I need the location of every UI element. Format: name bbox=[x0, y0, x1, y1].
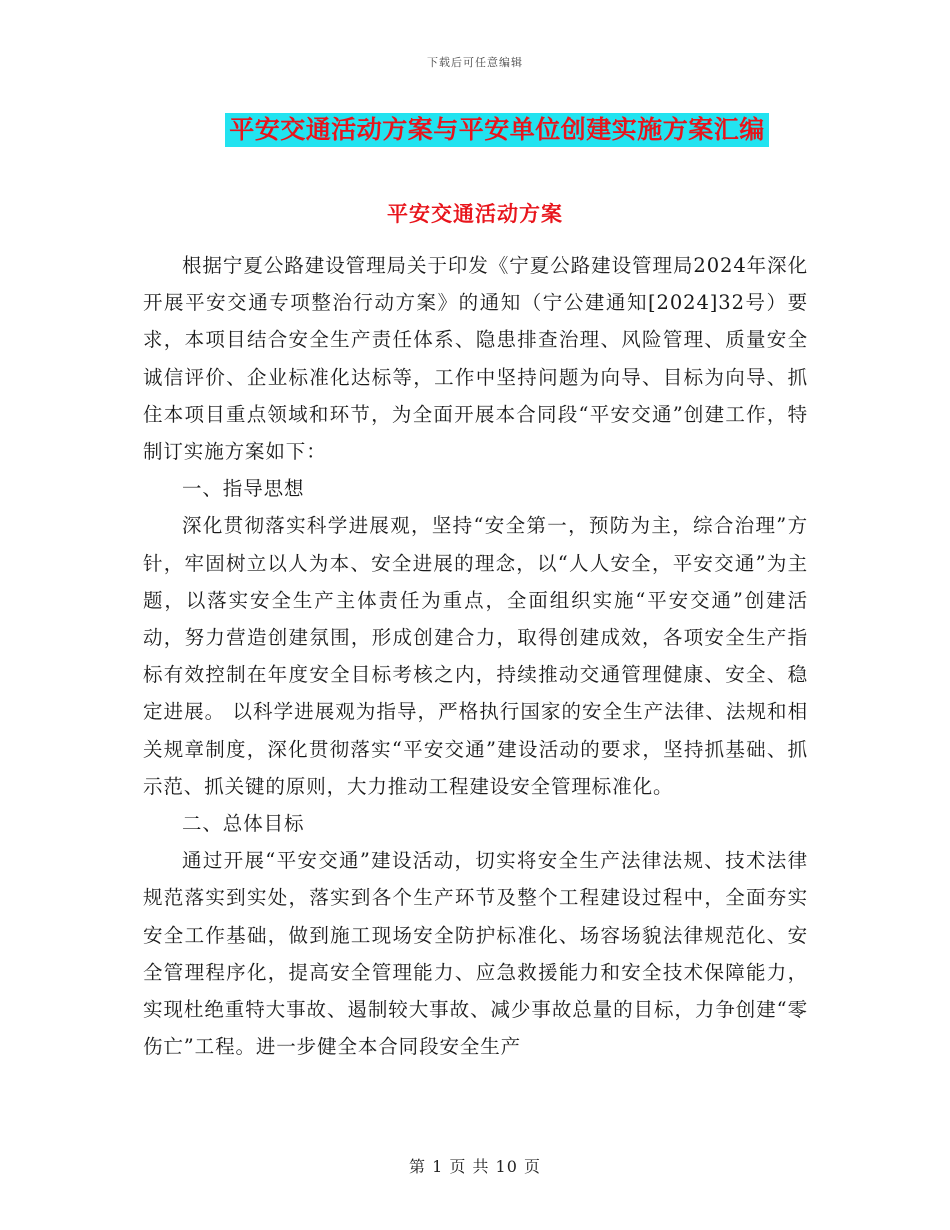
paragraph-overall-goal: 通过开展“平安交通”建设活动，切实将安全生产法律法规、技术法律规范落实到实处，落实到各个生产环节及整个工程建设过程中，全面夯实安全工作基础，做到施工现场安全防护标准化、场容场貌法律规范化、安全管理程序化，提高安全管理能力、应急救援能力和安全技术保障能力，实现杜绝重特大事故、遏制较大事故、减少事故总量的目标，力争创建“零伤亡”工程。进一步健全本合同段安全生产 bbox=[143, 849, 808, 1059]
paragraph-intro: 根据宁夏公路建设管理局关于印发《宁夏公路建设管理局2024年深化开展平安交通专项整治行动方案》的通知（宁公建通知[2024]32号）要求，本项目结合安全生产责任体系、隐患排查治理、风险管理、质量安全诚信评价、企业标准化达标等，工作中坚持问题为向导、目标为向导、抓住本项目重点领域和环节，为全面开展本合同段“平安交通”创建工作，特制订实施方案如下： bbox=[143, 254, 808, 464]
section-title: 平安交通活动方案 bbox=[387, 201, 563, 226]
heading-guiding-ideology: 一、指导思想 bbox=[182, 477, 305, 501]
paragraph-guiding-ideology: 深化贯彻落实科学进展观，坚持“安全第一，预防为主，综合治理”方针，牢固树立以人为本、安全进展的理念，以“人人安全，平安交通”为主题，以落实安全生产主体责任为重点，全面组织实施“平安交通”创建活动，努力营造创建氛围，形成创建合力，取得创建成效，各项安全生产指标有效控制在年度安全目标考核之内，持续推动交通管理健康、安全、稳定进展。 以科学进展观为指导，严格执行国家的安全生产法律、法规和相关规章制度，深化贯彻落实“平安交通”建设活动的要求，坚持抓基础、抓示范、抓关键的原则，大力推动工程建设安全管理标准化。 bbox=[143, 514, 808, 798]
document-body bbox=[143, 247, 808, 1065]
header-note: 下载后可任意编辑 bbox=[427, 56, 523, 69]
page-footer: 第 1 页 共 10 页 bbox=[409, 1157, 541, 1176]
document-title-container bbox=[0, 113, 950, 147]
document-title: 平安交通活动方案与平安单位创建实施方案汇编 bbox=[225, 113, 769, 147]
heading-overall-goal: 二、总体目标 bbox=[182, 812, 305, 836]
